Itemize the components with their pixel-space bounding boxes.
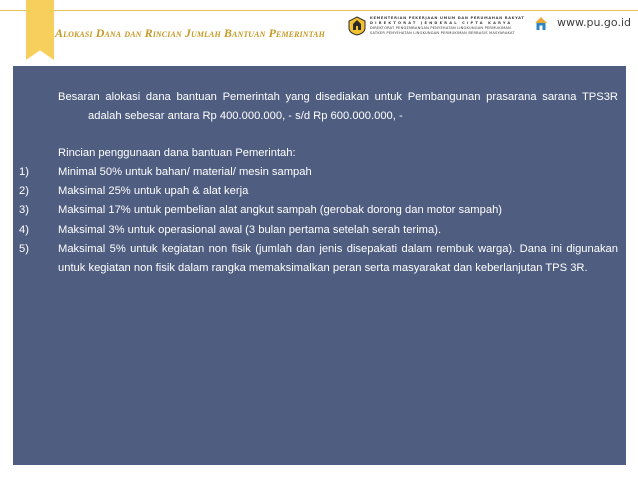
- site-url[interactable]: www.pu.go.id: [557, 16, 631, 29]
- pu-emblem-icon: [348, 16, 366, 36]
- list-text: Maksimal 17% untuk pembelian alat angkut sampah (gerobak dorong dan motor sampah): [58, 204, 503, 217]
- list-text: Maksimal 25% untuk upah & alat kerja: [58, 185, 249, 198]
- ministry-line: DIREKTORAT JENDERAL CIPTA KARYA: [370, 21, 513, 25]
- intro-line: Besaran alokasi dana bantuan Pemerintah yang disediakan untuk Pembangunan prasarana sarana TPS3R: [58, 91, 618, 103]
- header-divider: [0, 10, 638, 11]
- list-text: Maksimal 3% untuk operasional awal (3 bulan pertama setelah serah terima).: [58, 223, 442, 236]
- ministry-text: [370, 16, 530, 36]
- list-item: [13, 221, 618, 240]
- ministry-line: DIREKTORAT PENGEMBANGAN PENYEHATAN LINGKUNGAN PERMUKIMAN: [370, 26, 511, 30]
- list-number: 3): [19, 204, 29, 217]
- title-ribbon: [26, 0, 54, 60]
- slide-title: Alokasi Dana dan Rincian Jumlah Bantuan Pemerintah: [55, 26, 325, 40]
- list-item: [13, 163, 618, 182]
- list-number: 1): [19, 165, 29, 178]
- list-text: Maksimal 5% untuk kegiatan non fisik (jumlah dan jenis disepakati dalam rembuk warga). Dana ini digunakan untuk kegiatan non fisik dalam rangka memaksimalkan peran serta masyarakat dan keberlanjutan TPS 3R.: [58, 243, 618, 275]
- intro-line: adalah sebesar antara Rp 400.000.000, - s/d Rp 600.000.000, -: [88, 110, 403, 123]
- allocation-list: [13, 163, 618, 279]
- subheading: Rincian penggunaan dana bantuan Pemerintah:: [58, 146, 296, 159]
- list-number: 4): [19, 223, 29, 236]
- list-number: 2): [19, 185, 29, 198]
- list-item: [13, 240, 618, 279]
- list-number: 5): [19, 243, 29, 256]
- list-item: [13, 201, 618, 220]
- house-icon: [533, 15, 549, 31]
- list-text: Minimal 50% untuk bahan/ material/ mesin sampah: [58, 165, 312, 178]
- list-item: [13, 182, 618, 201]
- ministry-line: SATKER PENYEHATAN LINGKUNGAN PERMUKIMAN BERBASIS MASYARAKAT: [370, 31, 515, 35]
- intro-paragraph: [13, 88, 618, 127]
- ministry-line: KEMENTERIAN PEKERJAAN UMUM DAN PERUMAHAN RAKYAT: [370, 16, 525, 20]
- content-body: [13, 88, 618, 279]
